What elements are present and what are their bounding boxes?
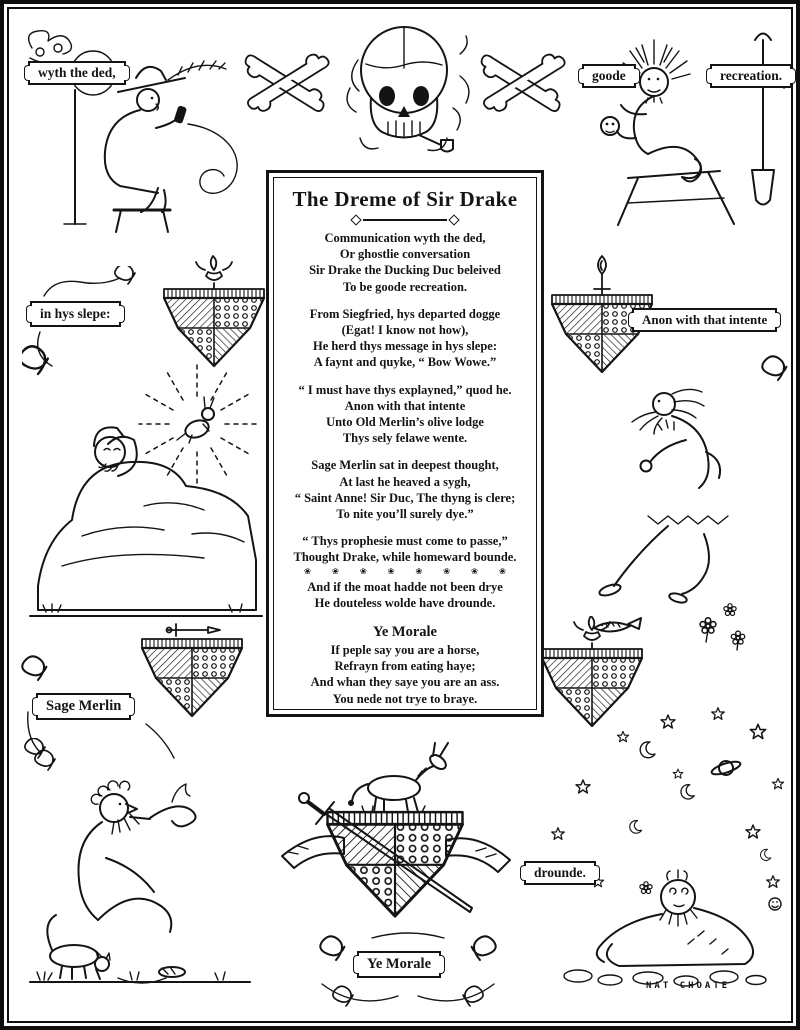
poem-line: And if the moat hadde not been drye (307, 579, 503, 594)
crossbones-left-icon (240, 49, 333, 118)
banner-in-hys-slepe: in hys slepe: (30, 301, 121, 327)
lamp-icon (574, 616, 610, 649)
poem-line: Sir Drake the Ducking Duc beleived (309, 263, 501, 278)
drake-dazed-illustration (528, 692, 794, 990)
poem-line: From Siegfried, hys departed dogge (309, 306, 501, 321)
banner-anon-with-that-intente: Anon with that intente (632, 308, 777, 332)
poem-line: Communication wyth the ded, (324, 231, 486, 245)
poem-line (276, 611, 534, 622)
poem-line: At last he heaved a sygh, (339, 474, 471, 489)
poem-line: “ Thys prophesie must come to passe,” (302, 534, 508, 549)
donkey-icon (348, 743, 448, 812)
poem-line (276, 522, 534, 533)
quartered-shield-icon (328, 812, 463, 916)
running-drake-figure (598, 389, 728, 604)
poem-title: The Dreme of Sir Drake (292, 187, 518, 211)
poem-line: Thought Drake, while homeward bounde. (293, 550, 517, 565)
saturn-icon (710, 757, 743, 780)
poem-line: He herd thys message in hys slepe: (312, 339, 498, 354)
smiley-icon (769, 898, 781, 910)
poem-line: (Egat! I know not how), (341, 323, 469, 338)
drake-running-illustration (588, 354, 794, 656)
poem-line: Unto Old Merlin’s olive lodge (326, 415, 484, 430)
torch-icon (594, 256, 610, 295)
poem-line: And whan they saye you are an ass. (310, 675, 500, 690)
poem-line: “ Saint Anne! Sir Duc, The thyng is clere; (294, 490, 516, 505)
shovel-icon (752, 34, 774, 205)
artist-signature: NAT CHOATE (646, 981, 731, 991)
skull-and-crossbones-illustration (238, 18, 570, 166)
poem-panel (266, 170, 544, 717)
poem-body (276, 230, 534, 707)
drake-writer-figure (105, 61, 237, 232)
ghost-dog-icon (139, 364, 257, 484)
banner-wyth-the-ded: wyth the ded, (28, 61, 126, 85)
poem-line (276, 371, 534, 382)
poem-line: To be goode recreation. (342, 279, 468, 294)
poem-line (276, 446, 534, 457)
skull-icon (347, 27, 469, 152)
flower-icon (724, 604, 736, 616)
poem-line: If peple say you are a horse, (330, 643, 480, 658)
poem-panel-inner (273, 177, 537, 710)
poem-line: A faynt and quyke, “ Bow Wowe.” (313, 355, 497, 370)
poem-line: ❀ ❀ ❀ ❀ ❀ ❀ ❀ ❀ (304, 566, 515, 577)
drake-dreaming-illustration (22, 334, 268, 626)
banner-drounde: drounde. (524, 861, 596, 885)
poem-line: Thys sely felawe wente. (342, 431, 468, 446)
crossbones-right-icon (476, 49, 569, 118)
dagger-icon (167, 624, 221, 636)
banner-ye-morale: Ye Morale (357, 951, 441, 978)
poem-line: “ I must have thys explayned,” quod he. (298, 382, 512, 397)
poem-line (276, 295, 534, 306)
banner-sage-merlin: Sage Merlin (36, 693, 131, 720)
ass-crest-with-sword-illustration (272, 742, 520, 930)
poem-line: He douteless wolde have drounde. (314, 595, 496, 610)
grass-tufts (37, 972, 225, 980)
poem-line: Or ghostlie conversation (339, 247, 471, 262)
poem-line: You nede not trye to braye. (332, 691, 478, 706)
banner-recreation: recreation. (710, 64, 792, 88)
poem-line: To nite you’ll surely dye.” (336, 507, 474, 522)
drake-on-phone-illustration (18, 18, 260, 236)
lamp-icon (196, 256, 232, 289)
sleeping-drake-figure (30, 427, 262, 616)
poem-line: Anon with that intente (344, 398, 466, 413)
dazed-drake-figure (597, 870, 753, 966)
cat-icon (47, 915, 110, 979)
poem-line: Ye Morale (372, 624, 437, 641)
title-divider-ornament (363, 219, 447, 221)
banner-goode: goode (582, 64, 636, 88)
jester-with-skull-illustration (558, 18, 794, 236)
poem-line: Refrayn from eating haye; (334, 659, 476, 674)
poem-line: Sage Merlin sat in deepest thought, (311, 458, 499, 473)
